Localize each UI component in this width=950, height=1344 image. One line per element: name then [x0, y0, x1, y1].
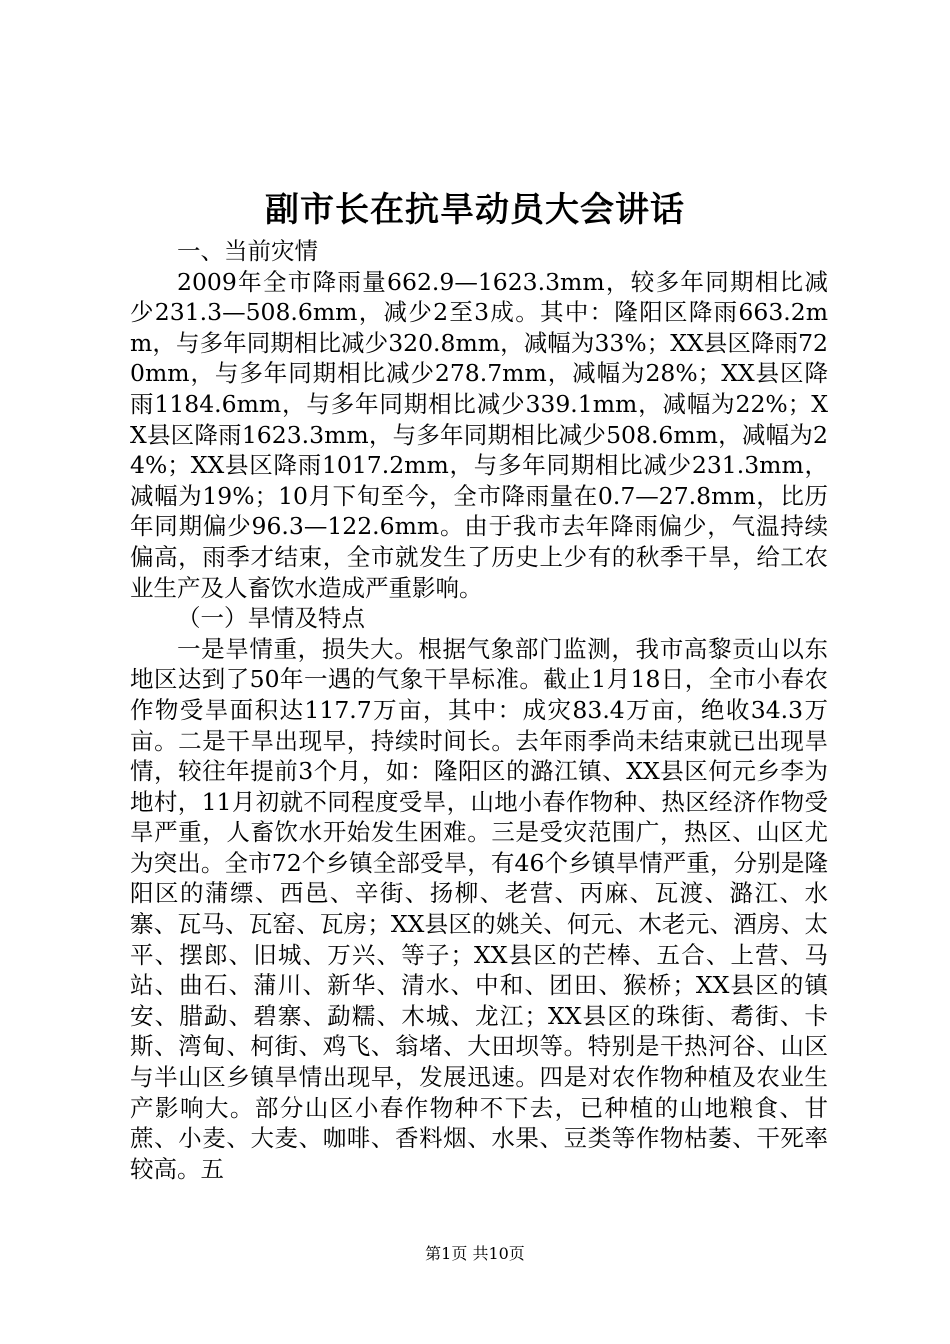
- document-title: 副市长在抗旱动员大会讲话: [265, 190, 685, 230]
- subsection-heading: （一）旱情及特点: [177, 604, 365, 633]
- document-body: [130, 236, 828, 1184]
- paragraph-drought-features: 一是旱情重，损失大。根据气象部门监测，我市高黎贡山以东地区达到了50年一遇的气象干旱标准。截止1月18日，全市小春农作物受旱面积达117.7万亩，其中：成灾83.4万亩，绝收34.3万亩。二是干旱出现早，持续时间长。去年雨季尚未结束就已出现旱情，较往年提前3个月，如：隆阳区的潞江镇、XX县区何元乡李为地村，11月初就不同程度受旱，山地小春作物种、热区经济作物受旱严重，人畜饮水开始发生困难。三是受灾范围广，热区、山区尤为突出。全市72个乡镇全部受旱，有46个乡镇旱情严重，分别是隆阳区的蒲缥、西邑、辛街、扬柳、老营、丙麻、瓦渡、潞江、水寨、瓦马、瓦窑、瓦房；XX县区的姚关、何元、木老元、酒房、太平、摆郎、旧城、万兴、等子；XX县区的芒棒、五合、上营、马站、曲石、蒲川、新华、清水、中和、团田、猴桥；XX县区的镇安、腊勐、碧寨、勐糯、木城、龙江；XX县区的珠街、耈街、卡斯、湾甸、柯街、鸡飞、翁堵、大田坝等。特别是干热河谷、山区与半山区乡镇旱情出现早，发展迅速。四是对农作物种植及农业生产影响大。部分山区小春作物种不下去，已种植的山地粮食、甘蔗、小麦、大麦、咖啡、香料烟、水果、豆类等作物枯萎、干死率较高。五: [130, 634, 828, 1183]
- page-number-footer: 第1页 共10页: [425, 1244, 525, 1263]
- paragraph-rainfall: 2009年全市降雨量662.9—1623.3mm，较多年同期相比减少231.3—508.6mm，减少2至3成。其中：隆阳区降雨663.2mm，与多年同期相比减少320.8mm，减幅为33%；XX县区降雨720mm，与多年同期相比减少278.7mm，减幅为28%；XX县区降雨1184.6mm，与多年同期相比减少339.1mm，减幅为22%；XX县区降雨1623.3mm，与多年同期相比减少508.6mm，减幅为24%；XX县区降雨1017.2mm，与多年同期相比减少231.3mm，减幅为19%；10月下旬至今，全市降雨量在0.7—27.8mm，比历年同期偏少96.3—122.6mm。由于我市去年降雨偏少，气温持续偏高，雨季才结束，全市就发生了历史上少有的秋季干旱，给工农业生产及人畜饮水造成严重影响。: [130, 267, 828, 602]
- section-heading: 一、当前灾情: [177, 237, 318, 265]
